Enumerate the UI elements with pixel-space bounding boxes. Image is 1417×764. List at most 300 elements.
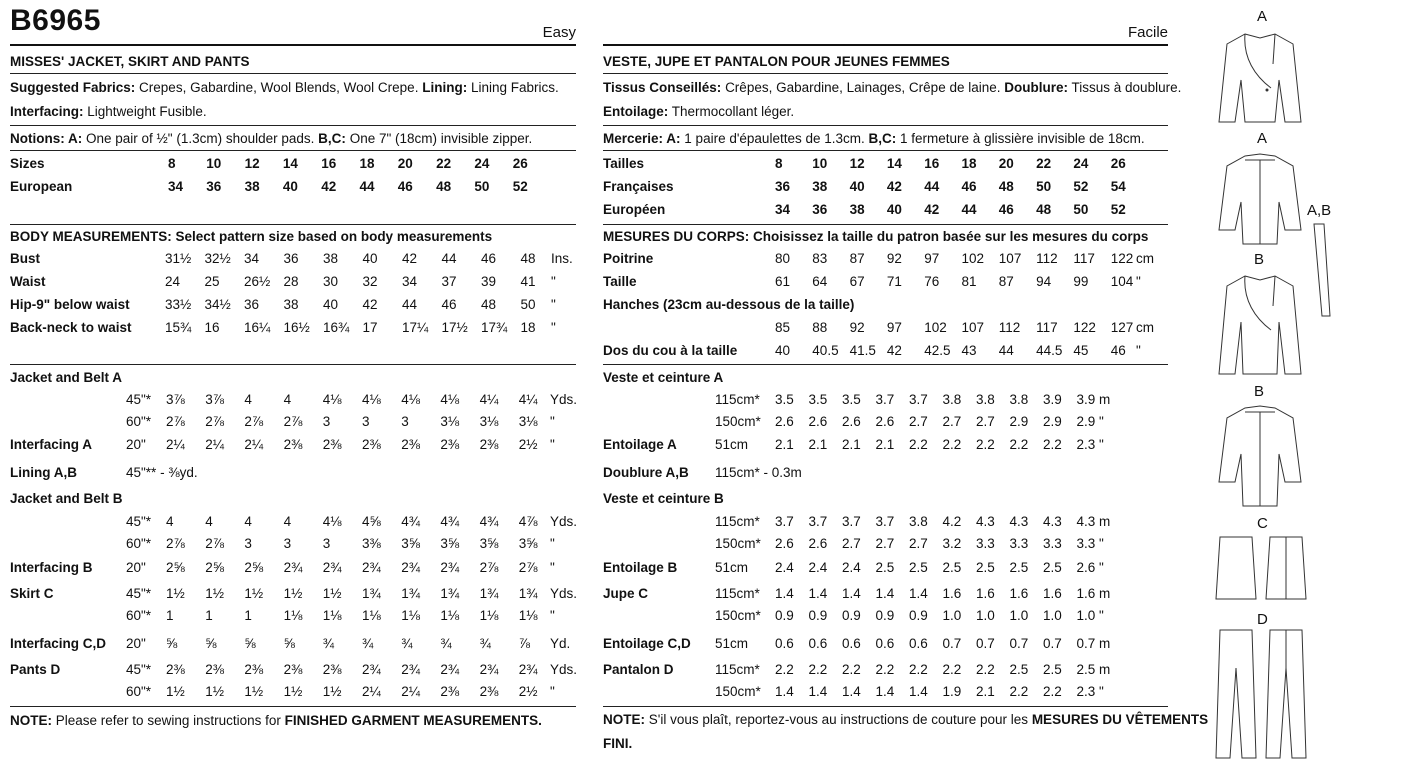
table-cell: 1.4 [808,684,828,699]
row-label: Françaises [603,179,674,194]
table-cell: 3 [322,414,331,429]
table-cell: 3.5 [775,392,794,407]
table-cell: 1⅛ [362,608,381,623]
table-cell: 48 [481,297,497,312]
table-cell: 20 [397,156,413,171]
table-cell: 1.0 [1009,608,1029,623]
table-cell: 2⅞ [518,560,538,575]
note: NOTE: Please refer to sewing instructions for FINISHED GARMENT MEASUREMENTS. [10,713,542,728]
table-cell: 1¾ [518,586,538,601]
table-cell: 3.7 [775,514,794,529]
table-cell: 50 [1073,202,1089,217]
table-cell: 40 [323,297,339,312]
fabric-width: 60"* [126,536,152,551]
table-cell: 36 [206,179,222,194]
table-cell: 46 [441,297,457,312]
table-cell: 2.2 [942,437,962,452]
table-cell: 3⅛ [518,414,538,429]
table-cell: 2¾ [401,662,420,677]
table-cell: 99 [1073,274,1089,289]
table-cell: 1.6 [1009,586,1029,601]
table-cell: 4 [283,514,292,529]
table-cell: ⅝ [205,636,217,651]
table-cell: 2¼ [205,437,224,452]
table-cell: 20 [998,156,1014,171]
table-cell: 10 [206,156,222,171]
table-cell: 18 [520,320,536,335]
table-cell: 1.4 [842,684,861,699]
unit-label: " [551,274,556,289]
table-cell: 46 [481,251,497,266]
table-cell: 87 [998,274,1014,289]
table-cell: 3⅞ [205,392,224,407]
table-cell: 2.2 [909,437,928,452]
table-cell: 1.4 [909,586,928,601]
table-cell: 3.3 [1043,536,1062,551]
table-cell: 2⅝ [166,560,185,575]
table-cell: 2.4 [842,560,861,575]
divider [10,150,576,151]
fabric-width: 60"* [126,684,152,699]
table-cell: 48 [998,179,1014,194]
table-cell: 127 [1110,320,1134,335]
row-label: Jacket and Belt B [10,491,123,506]
unit-label: " [550,560,555,575]
table-cell: 1.4 [775,684,794,699]
table-cell: 71 [886,274,902,289]
divider [603,364,1168,365]
table-cell: 94 [1036,274,1052,289]
fabric-width: 51cm [715,437,749,452]
row-label: Entoilage B [603,560,678,575]
fabric-width: 20" [126,437,146,452]
table-cell: 1.4 [875,586,895,601]
table-cell: 3.7 [875,514,895,529]
table-cell: 112 [998,320,1021,335]
fabric-width: 115cm* [715,586,760,601]
table-cell: 46 [961,179,977,194]
table-cell: 2.5 [1009,662,1029,677]
table-cell: 4⅛ [401,392,420,407]
pattern-code: B6965 [10,4,101,37]
table-cell: 1.0 [942,608,962,623]
table-cell: 36 [812,202,828,217]
table-cell: 2.5 [1009,560,1029,575]
table-cell: 1⅛ [401,608,420,623]
table-cell: 24 [474,156,490,171]
divider [10,44,576,46]
interfacing-line: Interfacing: Lightweight Fusible. [10,104,207,119]
table-cell: 2⅞ [166,536,185,551]
table-cell: 1½ [205,684,224,699]
table-cell: 2.2 [875,662,895,677]
table-cell: 64 [812,274,828,289]
table-cell: 43 [961,343,977,358]
table-cell: 2.6 [842,414,861,429]
row-label: Interfacing B [10,560,93,575]
table-cell: 2.1 [808,437,828,452]
table-cell: 16 [924,156,940,171]
table-cell: 0.9 [875,608,895,623]
table-cell: 52 [1110,202,1126,217]
jacket-b-front-sketch [1215,270,1305,376]
table-cell: 44 [961,202,977,217]
table-cell: 3 [322,536,331,551]
table-cell: 17 [362,320,378,335]
interfacing-line-fr: Entoilage: Thermocollant léger. [603,104,795,119]
table-cell: 92 [849,320,865,335]
unit-label: " [1099,608,1104,623]
table-cell: 14 [886,156,902,171]
table-cell: 3⅞ [166,392,185,407]
table-cell: 32 [362,274,378,289]
body-measurements-heading: BODY MEASUREMENTS: Select pattern size based on body measurements [10,229,493,244]
table-cell: 4⅛ [440,392,460,407]
skirt-c-sketch [1212,535,1312,603]
table-cell: 2¾ [362,662,381,677]
table-cell: 2⅜ [244,662,264,677]
table-cell: 36 [283,251,299,266]
jacket-a-front-sketch [1215,28,1305,124]
row-label: Jacket and Belt A [10,370,123,385]
table-cell: 45 [1073,343,1089,358]
table-cell: 38 [283,297,299,312]
table-cell: 33½ [165,297,192,312]
table-cell: 2¾ [440,560,460,575]
table-cell: 3.7 [909,392,928,407]
table-cell: 2.7 [909,536,928,551]
table-cell: 2⅝ [205,560,224,575]
table-cell: 1½ [322,586,342,601]
table-cell: 2¾ [283,560,303,575]
table-cell: 4⅞ [518,514,538,529]
table-cell: 2⅞ [244,414,264,429]
fabrics-line: Suggested Fabrics: Crepes, Gabardine, Wool Blends, Wool Crepe. Lining: Lining Fabrics. [10,80,559,95]
table-cell: 14 [282,156,298,171]
row-label: Veste et ceinture A [603,370,724,385]
table-cell: ⅞ [518,636,531,651]
table-cell: 2.6 [808,414,828,429]
unit-label: " [1099,560,1104,575]
notions-line-fr: Mercerie: A: 1 paire d'épaulettes de 1.3cm. B,C: 1 fermeture à glissière invisible de 18cm. [603,131,1145,146]
table-cell: 4.2 [942,514,962,529]
table-cell: 122 [1073,320,1096,335]
table-cell: 50 [520,297,536,312]
difficulty-level-fr: Facile [1127,24,1168,41]
table-cell: 12 [849,156,865,171]
row-label: Back-neck to waist [10,320,132,335]
table-cell: 24 [165,274,181,289]
table-cell: 4⅛ [322,392,342,407]
unit-label: " [550,437,555,452]
jacket-a-back-sketch [1215,150,1305,246]
table-cell: 0.6 [842,636,861,651]
table-cell: 8 [775,156,783,171]
table-cell: 0.9 [808,608,828,623]
table-cell: 22 [436,156,452,171]
row-label: Pantalon D [603,662,674,677]
table-cell: 4¼ [518,392,538,407]
table-cell: 2¾ [518,662,538,677]
table-cell: 2⅜ [440,684,460,699]
unit-label: Yd. [550,636,571,651]
table-cell: 2.5 [1043,662,1062,677]
figure-label: A [1257,8,1268,25]
table-cell: 2⅝ [244,560,264,575]
table-cell: 26½ [244,274,271,289]
table-cell: 2½ [518,684,538,699]
table-cell: 34 [402,274,418,289]
table-cell: 3 [362,414,370,429]
table-cell: 44 [359,179,375,194]
table-cell: 2.3 [1076,437,1096,452]
table-cell: 3⅛ [440,414,460,429]
table-cell: 1.0 [976,608,995,623]
unit-label: " [1099,414,1104,429]
table-cell: 117 [1073,251,1095,266]
table-cell: 67 [849,274,865,289]
table-cell: 1½ [283,586,303,601]
unit-label: " [1099,684,1104,699]
table-cell: 2⅞ [166,414,185,429]
table-cell: 4 [166,514,174,529]
table-cell: 2.2 [976,437,995,452]
table-cell: 2⅜ [322,437,342,452]
table-cell: 1½ [244,684,264,699]
table-cell: 1.4 [775,586,794,601]
table-cell: 1.6 [942,586,962,601]
table-cell: 1⅛ [322,608,342,623]
table-cell: 2⅞ [479,560,499,575]
table-cell: 1½ [205,586,224,601]
table-cell: 1.9 [942,684,962,699]
table-cell: 34 [244,251,260,266]
table-cell: 1⅛ [518,608,538,623]
table-cell: 2⅜ [283,662,303,677]
table-cell: 81 [961,274,977,289]
table-cell: 42 [886,179,902,194]
fabric-width: 45"** - ⅜yd. [126,465,198,480]
row-label: Lining A,B [10,465,77,480]
table-cell: 0.7 [1043,636,1062,651]
table-cell: 0.7 [1009,636,1029,651]
table-cell: 34 [775,202,791,217]
table-cell: 0.6 [909,636,928,651]
fabric-width: 45"* [126,662,152,677]
divider [10,364,576,365]
table-cell: 0.6 [875,636,895,651]
divider [10,73,576,74]
fabric-width: 115cm* [715,514,760,529]
table-cell: 2.4 [808,560,828,575]
table-cell: 4⅛ [362,392,381,407]
table-cell: 2.6 [775,414,794,429]
table-cell: 30 [323,274,339,289]
jacket-b-back-sketch [1215,402,1305,510]
table-cell: 42 [924,202,940,217]
fabric-width: 115cm* - 0.3m [715,465,802,480]
table-cell: 38 [849,202,865,217]
table-cell: 2.5 [909,560,928,575]
table-cell: 3.2 [942,536,962,551]
table-cell: 38 [812,179,828,194]
table-cell: 18 [961,156,977,171]
fabric-width: 45"* [126,586,152,601]
table-cell: 1.0 [1076,608,1096,623]
row-label: Entoilage C,D [603,636,691,651]
table-cell: 16½ [283,320,310,335]
fabric-width: 150cm* [715,536,761,551]
table-cell: 2⅜ [283,437,303,452]
table-cell: 3⅝ [440,536,460,551]
table-cell: 2.5 [1043,560,1062,575]
table-cell: 34 [168,179,184,194]
figure-label: B [1254,251,1265,268]
row-label: Waist [10,274,46,289]
table-cell: 0.7 [976,636,995,651]
table-cell: 1.6 [1043,586,1062,601]
fabric-width: 20" [126,636,146,651]
unit-label: Yds. [550,662,578,677]
table-cell: 2.2 [1009,684,1029,699]
table-cell: 40 [849,179,865,194]
table-cell: 2¼ [401,684,420,699]
table-cell: 2¼ [166,437,185,452]
unit-label: Ins. [551,251,573,266]
table-cell: 1¾ [440,586,460,601]
table-cell: 18 [359,156,375,171]
divider [603,73,1168,74]
table-cell: 15¾ [165,320,192,335]
table-cell: 2.2 [909,662,928,677]
table-cell: 4 [244,514,252,529]
table-cell: ⅝ [283,636,295,651]
table-cell: 4.3 [1076,514,1096,529]
divider [603,125,1168,126]
table-cell: 1¾ [401,586,420,601]
unit-label: " [550,608,555,623]
table-cell: 3.3 [1076,536,1096,551]
row-label: Européen [603,202,666,217]
table-cell: ⅝ [244,636,256,651]
table-cell: 3 [244,536,252,551]
table-cell: 2¾ [362,560,381,575]
table-cell: 4¾ [440,514,460,529]
unit-label: Yds. [550,392,578,407]
fabric-width: 115cm* [715,662,760,677]
table-cell: 3⅜ [362,536,381,551]
table-cell: 34½ [204,297,231,312]
table-cell: 2.6 [1076,560,1096,575]
table-cell: 44 [998,343,1014,358]
unit-label: cm [1136,320,1154,335]
table-cell: 4 [205,514,213,529]
table-cell: 25 [204,274,220,289]
table-cell: 4 [283,392,292,407]
table-cell: 0.6 [808,636,828,651]
table-cell: 97 [924,251,940,266]
table-cell: 1 [244,608,252,623]
table-cell: 2.1 [875,437,895,452]
table-cell: 0.9 [842,608,861,623]
garment-title-fr: VESTE, JUPE ET PANTALON POUR JEUNES FEMMES [603,54,950,69]
table-cell: 2⅜ [362,437,381,452]
row-label: Dos du cou à la taille [603,343,738,358]
table-cell: 1.6 [976,586,995,601]
table-cell: 32½ [204,251,231,266]
table-cell: 122 [1110,251,1134,266]
table-cell: 2⅜ [205,662,224,677]
table-cell: 38 [323,251,339,266]
table-cell: 2.7 [909,414,928,429]
table-cell: 85 [775,320,791,335]
table-cell: 1.6 [1076,586,1096,601]
table-cell: 2.9 [1076,414,1096,429]
table-cell: 42 [362,297,378,312]
table-cell: 16¼ [244,320,271,335]
unit-label: Yds. [550,514,578,529]
table-cell: 54 [1110,179,1126,194]
table-cell: 3.8 [942,392,962,407]
table-cell: 1½ [166,586,185,601]
divider [10,706,576,707]
table-cell: 31½ [165,251,192,266]
belt-sketch [1310,222,1334,318]
table-cell: 1½ [166,684,185,699]
table-cell: ¾ [479,636,491,651]
table-cell: 1½ [283,684,303,699]
table-cell: ¾ [440,636,452,651]
row-label: Interfacing C,D [10,636,107,651]
note-fr: NOTE: S'il vous plaît, reportez-vous au instructions de couture pour les MESURES DU VÊTEMENTS [603,712,1209,727]
table-cell: 3.3 [976,536,995,551]
table-cell: 2⅜ [440,437,460,452]
table-cell: 2.1 [976,684,995,699]
fabric-width: 60"* [126,414,152,429]
divider [603,44,1168,46]
table-cell: 10 [812,156,828,171]
table-cell: 40 [775,343,791,358]
table-cell: ¾ [401,636,413,651]
table-cell: 87 [849,251,865,266]
unit-label: m [1099,662,1111,677]
table-cell: 2.7 [942,414,962,429]
unit-label: m [1099,586,1111,601]
table-cell: 4¾ [401,514,420,529]
table-cell: 83 [812,251,828,266]
table-cell: 0.7 [942,636,962,651]
divider [603,150,1168,151]
table-cell: 2.6 [775,536,794,551]
table-cell: ¾ [322,636,335,651]
divider [603,224,1168,225]
table-cell: 2.5 [942,560,962,575]
table-cell: 61 [775,274,791,289]
table-cell: 2.2 [808,662,828,677]
row-label: Veste et ceinture B [603,491,724,506]
table-cell: 1¾ [362,586,381,601]
table-cell: 3.9 [1076,392,1096,407]
table-cell: 80 [775,251,791,266]
table-cell: 2¾ [440,662,460,677]
table-cell: 1 [205,608,213,623]
table-cell: 40 [362,251,378,266]
table-cell: 3.8 [1009,392,1029,407]
figure-label: C [1257,515,1268,532]
table-cell: 102 [961,251,985,266]
row-label: Poitrine [603,251,654,266]
table-cell: 2.2 [1043,684,1062,699]
